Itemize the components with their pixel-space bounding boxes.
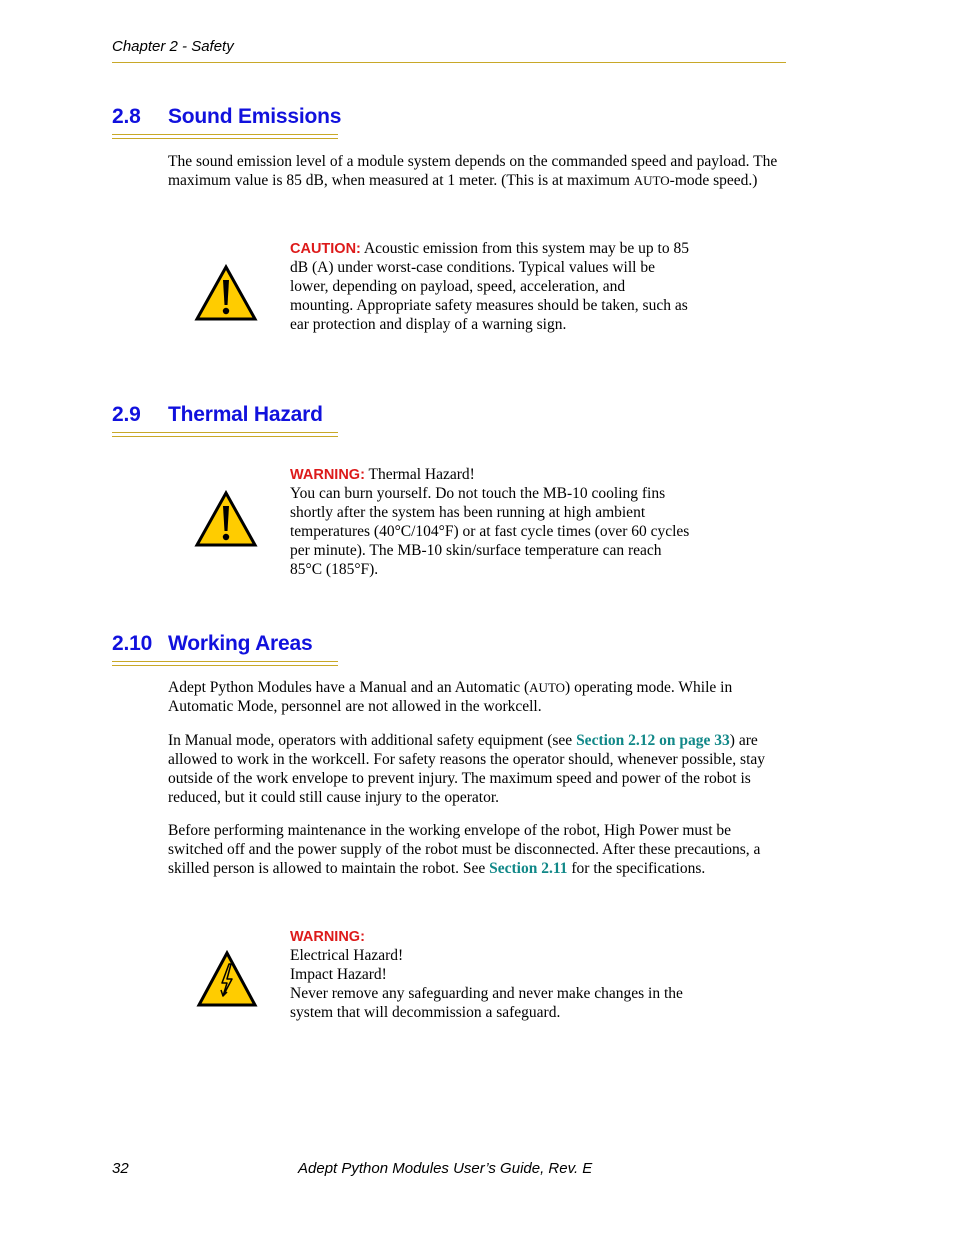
paragraph: Adept Python Modules have a Manual and an Automatic (AUTO) operating mode. While in Automatic Mode, personnel are not allowed in the workcell.: [168, 679, 733, 715]
page-number: 32: [112, 1160, 129, 1177]
heading-rule: [112, 138, 338, 139]
warning-exclamation-icon: [194, 264, 258, 322]
heading-rule: [112, 436, 338, 437]
running-header: Chapter 2 - Safety: [112, 38, 234, 55]
section-2-11-link[interactable]: Section 2.11: [489, 860, 568, 877]
section-title: Thermal Hazard: [168, 403, 323, 426]
warning-exclamation-icon: [194, 490, 258, 548]
section-2-12-link[interactable]: Section 2.12 on page 33: [576, 732, 730, 749]
electrical-hazard-icon: [196, 950, 258, 1008]
section-number: 2.10: [112, 632, 153, 655]
section-heading-2-10: [112, 632, 312, 656]
caution-callout: CAUTION: Acoustic emission from this system may be up to 85 dB (A) under worst-case conditions. Typical values will be lower, depending on payload, speed, acceleration, and mounting. Appropriate safety measures should be taken, such as ear protection and display of a warning sign.: [290, 240, 689, 333]
electrical-warning-callout: WARNING: Electrical Hazard! Impact Hazard! Never remove any safeguarding and never make changes in the system that will decommission a safeguard.: [290, 929, 683, 1021]
warning-label: WARNING:: [290, 929, 365, 945]
heading-rule: [112, 661, 338, 662]
section-number: 2.8: [112, 105, 141, 128]
caution-label: CAUTION:: [290, 241, 361, 257]
heading-rule: [112, 665, 338, 666]
heading-rule: [112, 134, 338, 135]
section-heading-2-9: [112, 403, 323, 427]
warning-label: WARNING:: [290, 467, 365, 483]
section-title: Working Areas: [168, 632, 313, 655]
thermal-warning-callout: WARNING: Thermal Hazard! You can burn yourself. Do not touch the MB-10 cooling fins shortly after the system has been running at high ambient temperatures (40°C/104°F) or at fast cycle times (over 60 cycles per minute). The MB-10 skin/surface temperature can reach 85°C (185°F).: [290, 466, 690, 578]
paragraph: Before performing maintenance in the working envelope of the robot, High Power must be switched off and the power supply of the robot must be disconnected. After these precautions, a skilled person is allowed to maintain the robot. See Section 2.11 for the specifications.: [168, 822, 761, 877]
paragraph: The sound emission level of a module system depends on the commanded speed and payload. The maximum value is 85 dB, when measured at 1 meter. (This is at maximum AUTO-mode speed.): [168, 153, 778, 189]
document-title: Adept Python Modules User’s Guide, Rev. E: [298, 1160, 593, 1177]
section-heading-2-8: [112, 105, 341, 129]
paragraph: In Manual mode, operators with additional safety equipment (see Section 2.12 on page 33) are allowed to work in the workcell. For safety reasons the operator should, whenever possible, stay outside of the work envelope to prevent injury. The maximum speed and power of the robot is reduced, but it could still cause injury to the operator.: [168, 732, 766, 806]
section-title: Sound Emissions: [168, 105, 342, 128]
section-number: 2.9: [112, 403, 141, 426]
header-rule: [112, 62, 786, 63]
heading-rule: [112, 432, 338, 433]
